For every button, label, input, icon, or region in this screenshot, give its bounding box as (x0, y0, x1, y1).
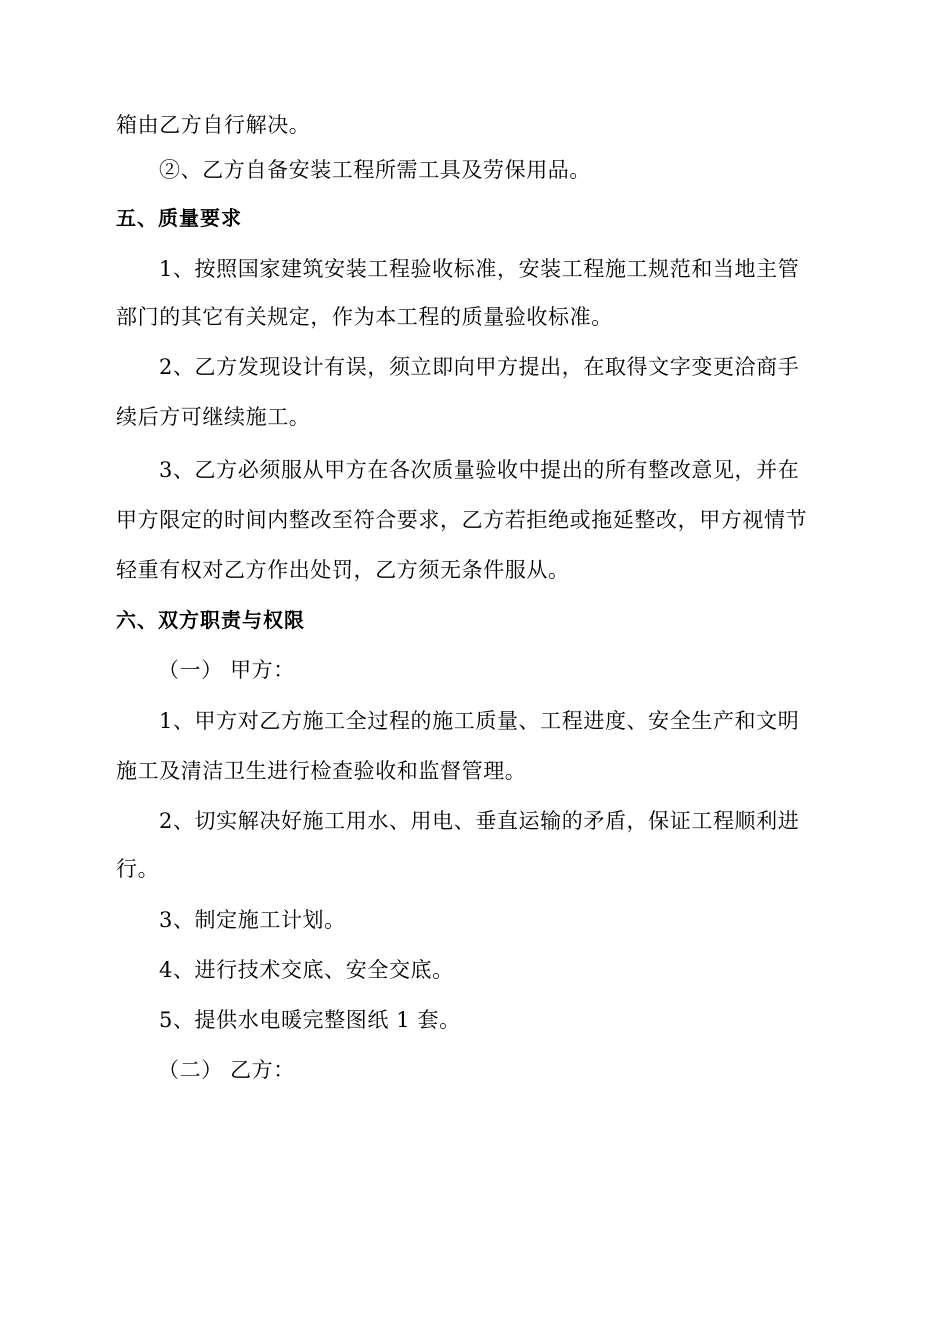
paragraph-line: 3、制定施工计划。 (159, 908, 346, 932)
paragraph-line: 箱由乙方自行解决。 (116, 113, 311, 137)
paragraph-line: 轻重有权对乙方作出处罚，乙方须无条件服从。 (116, 558, 570, 582)
paragraph-line: 2、乙方发现设计有误，须立即向甲方提出，在取得文字变更洽商手 (159, 355, 800, 379)
paragraph-line: 续后方可继续施工。 (116, 405, 311, 429)
paragraph-line: 行。 (116, 857, 160, 881)
paragraph-line: 4、进行技术交底、安全交底。 (159, 958, 454, 982)
paragraph-line: 1、甲方对乙方施工全过程的施工质量、工程进度、安全生产和文明 (159, 709, 800, 733)
paragraph-line: 2、切实解决好施工用水、用电、垂直运输的矛盾，保证工程顺利进 (159, 809, 800, 833)
paragraph-line: 甲方限定的时间内整改至符合要求，乙方若拒绝或拖延整改，甲方视情节 (116, 508, 808, 532)
section-heading-duties: 六、双方职责与权限 (116, 608, 305, 632)
paragraph-line: ②、乙方自备安装工程所需工具及劳保用品。 (159, 158, 591, 182)
paragraph-line: 5、提供水电暖完整图纸 1 套。 (159, 1008, 461, 1032)
paragraph-line: 3、乙方必须服从甲方在各次质量验收中提出的所有整改意见，并在 (159, 458, 800, 482)
paragraph-line: 施工及清洁卫生进行检查验收和监督管理。 (116, 759, 527, 783)
subsection-heading-party-b: （二） 乙方： (158, 1058, 295, 1082)
subsection-heading-party-a: （一） 甲方： (158, 658, 295, 682)
paragraph-line: 1、按照国家建筑安装工程验收标准，安装工程施工规范和当地主管 (159, 257, 800, 281)
paragraph-line: 部门的其它有关规定，作为本工程的质量验收标准。 (116, 305, 613, 329)
section-heading-quality: 五、质量要求 (116, 206, 242, 230)
